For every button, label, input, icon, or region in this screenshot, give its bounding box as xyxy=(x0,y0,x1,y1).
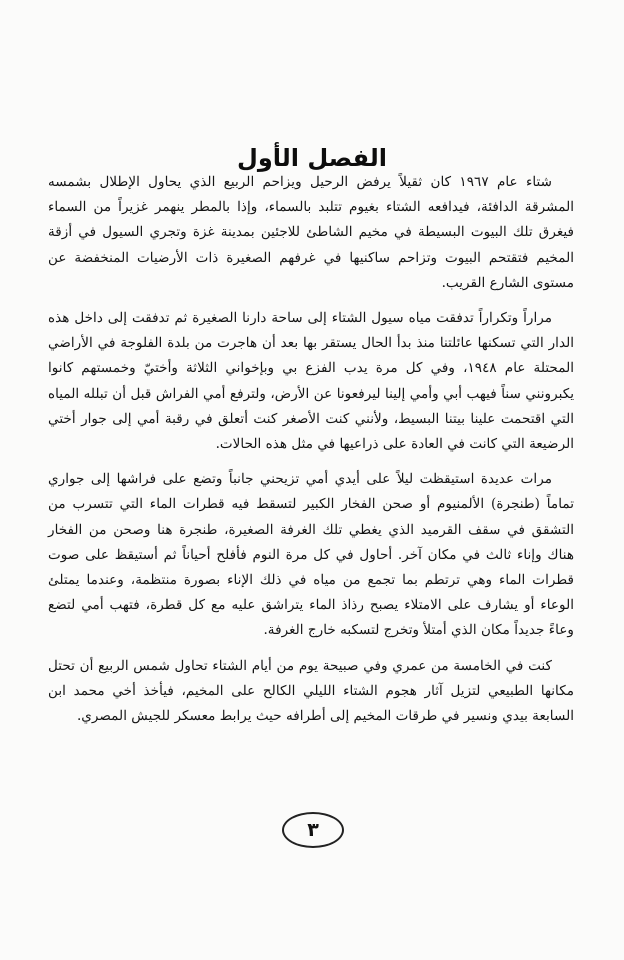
paragraph-2: مراراً وتكراراً تدفقت مياه سيول الشتاء إلى ساحة دارنا الصغيرة ثم تدفقت إلى داخل هذه الدار التي تسكنها عائلتنا منذ بدأ الحال يستقر بها بعد أن هاجرت من بلدة الفلوجة في الأراضي المحتلة عام ١٩٤٨، وفي كل مرة يدب الفزع بي وبإخواني الثلاثة وأختيّ وخمستهم كانوا يكبرونني سناً فيهب أبي وأمي إلينا ليرفعونا عن الأرض، ولترفع أمي الفراش قبل أن تبلله المياه التي اقتحمت علينا بيتنا البسيط، ولأنني كنت الأصغر كنت أتعلق في رقبة أمي إلى جوار أختي الرضيعة التي كانت في العادة على ذراعيها في مثل هذه الحالات. xyxy=(48,310,574,453)
paragraph-1: شتاء عام ١٩٦٧ كان ثقيلاً يرفض الرحيل ويزاحم الربيع الذي يحاول الإطلال بشمسه المشرقة الدافئة، فيدافعه الشتاء بغيوم تتلبد بالسماء، وإذا بالمطر ينهمر غزيراً من السماء فيغرق تلك البيوت البسيطة في مخيم الشاطئ للاجئين بمدينة غزة وتجري السيول في أزقة المخيم فتقتحم البيوت وتزاحم ساكنيها في غرفهم الصغيرة ذات الأرضيات المنخفضة عن مستوى الشارع القريب. xyxy=(48,174,574,291)
chapter-title: الفصل الأول xyxy=(237,144,387,173)
paragraph-4: كنت في الخامسة من عمري وفي صبيحة يوم من أيام الشتاء تحاول شمس الربيع أن تحتل مكانها الطبيعي لتزيل آثار هجوم الشتاء الليلي الكالح على المخيم، فيأخذ أخي محمد ابن السابعة بيدي ونسير في طرقات المخيم إلى أطرافه حيث يرابط معسكر للجيش المصري. xyxy=(48,657,574,725)
paragraph-3: مرات عديدة استيقظت ليلاً على أيدي أمي تزيحني جانباً وتضع على فراشها إلى جواري تماماً (طنجرة) الألمنيوم أو صحن الفخار الكبير لتسقط فيه قطرات الماء التي تتسرب من التشقق في سقف القرميد الذي يغطي تلك الغرفة الصغيرة، طنجرة هنا وصحن من الفخار هناك وإناء ثالث في مكان آخر. أحاول في كل مرة النوم فأفلح أحياناً ثم أستيقظ على صوت قطرات الماء وهي ترتطم بما تجمع من مياه في ذلك الإناء بصورة منتظمة، وعندما يمتلئ الوعاء أو يشارف على الامتلاء يصبح رذاذ الماء يتراشق عليه مع كل قطرة، فتهب أمي لتضع وعاءً جديداً مكان الذي أمتلأ وتخرج لتسكبه خارج الغرفة. xyxy=(48,471,574,639)
body-text xyxy=(48,170,574,739)
page-number: ٣ xyxy=(282,812,344,848)
